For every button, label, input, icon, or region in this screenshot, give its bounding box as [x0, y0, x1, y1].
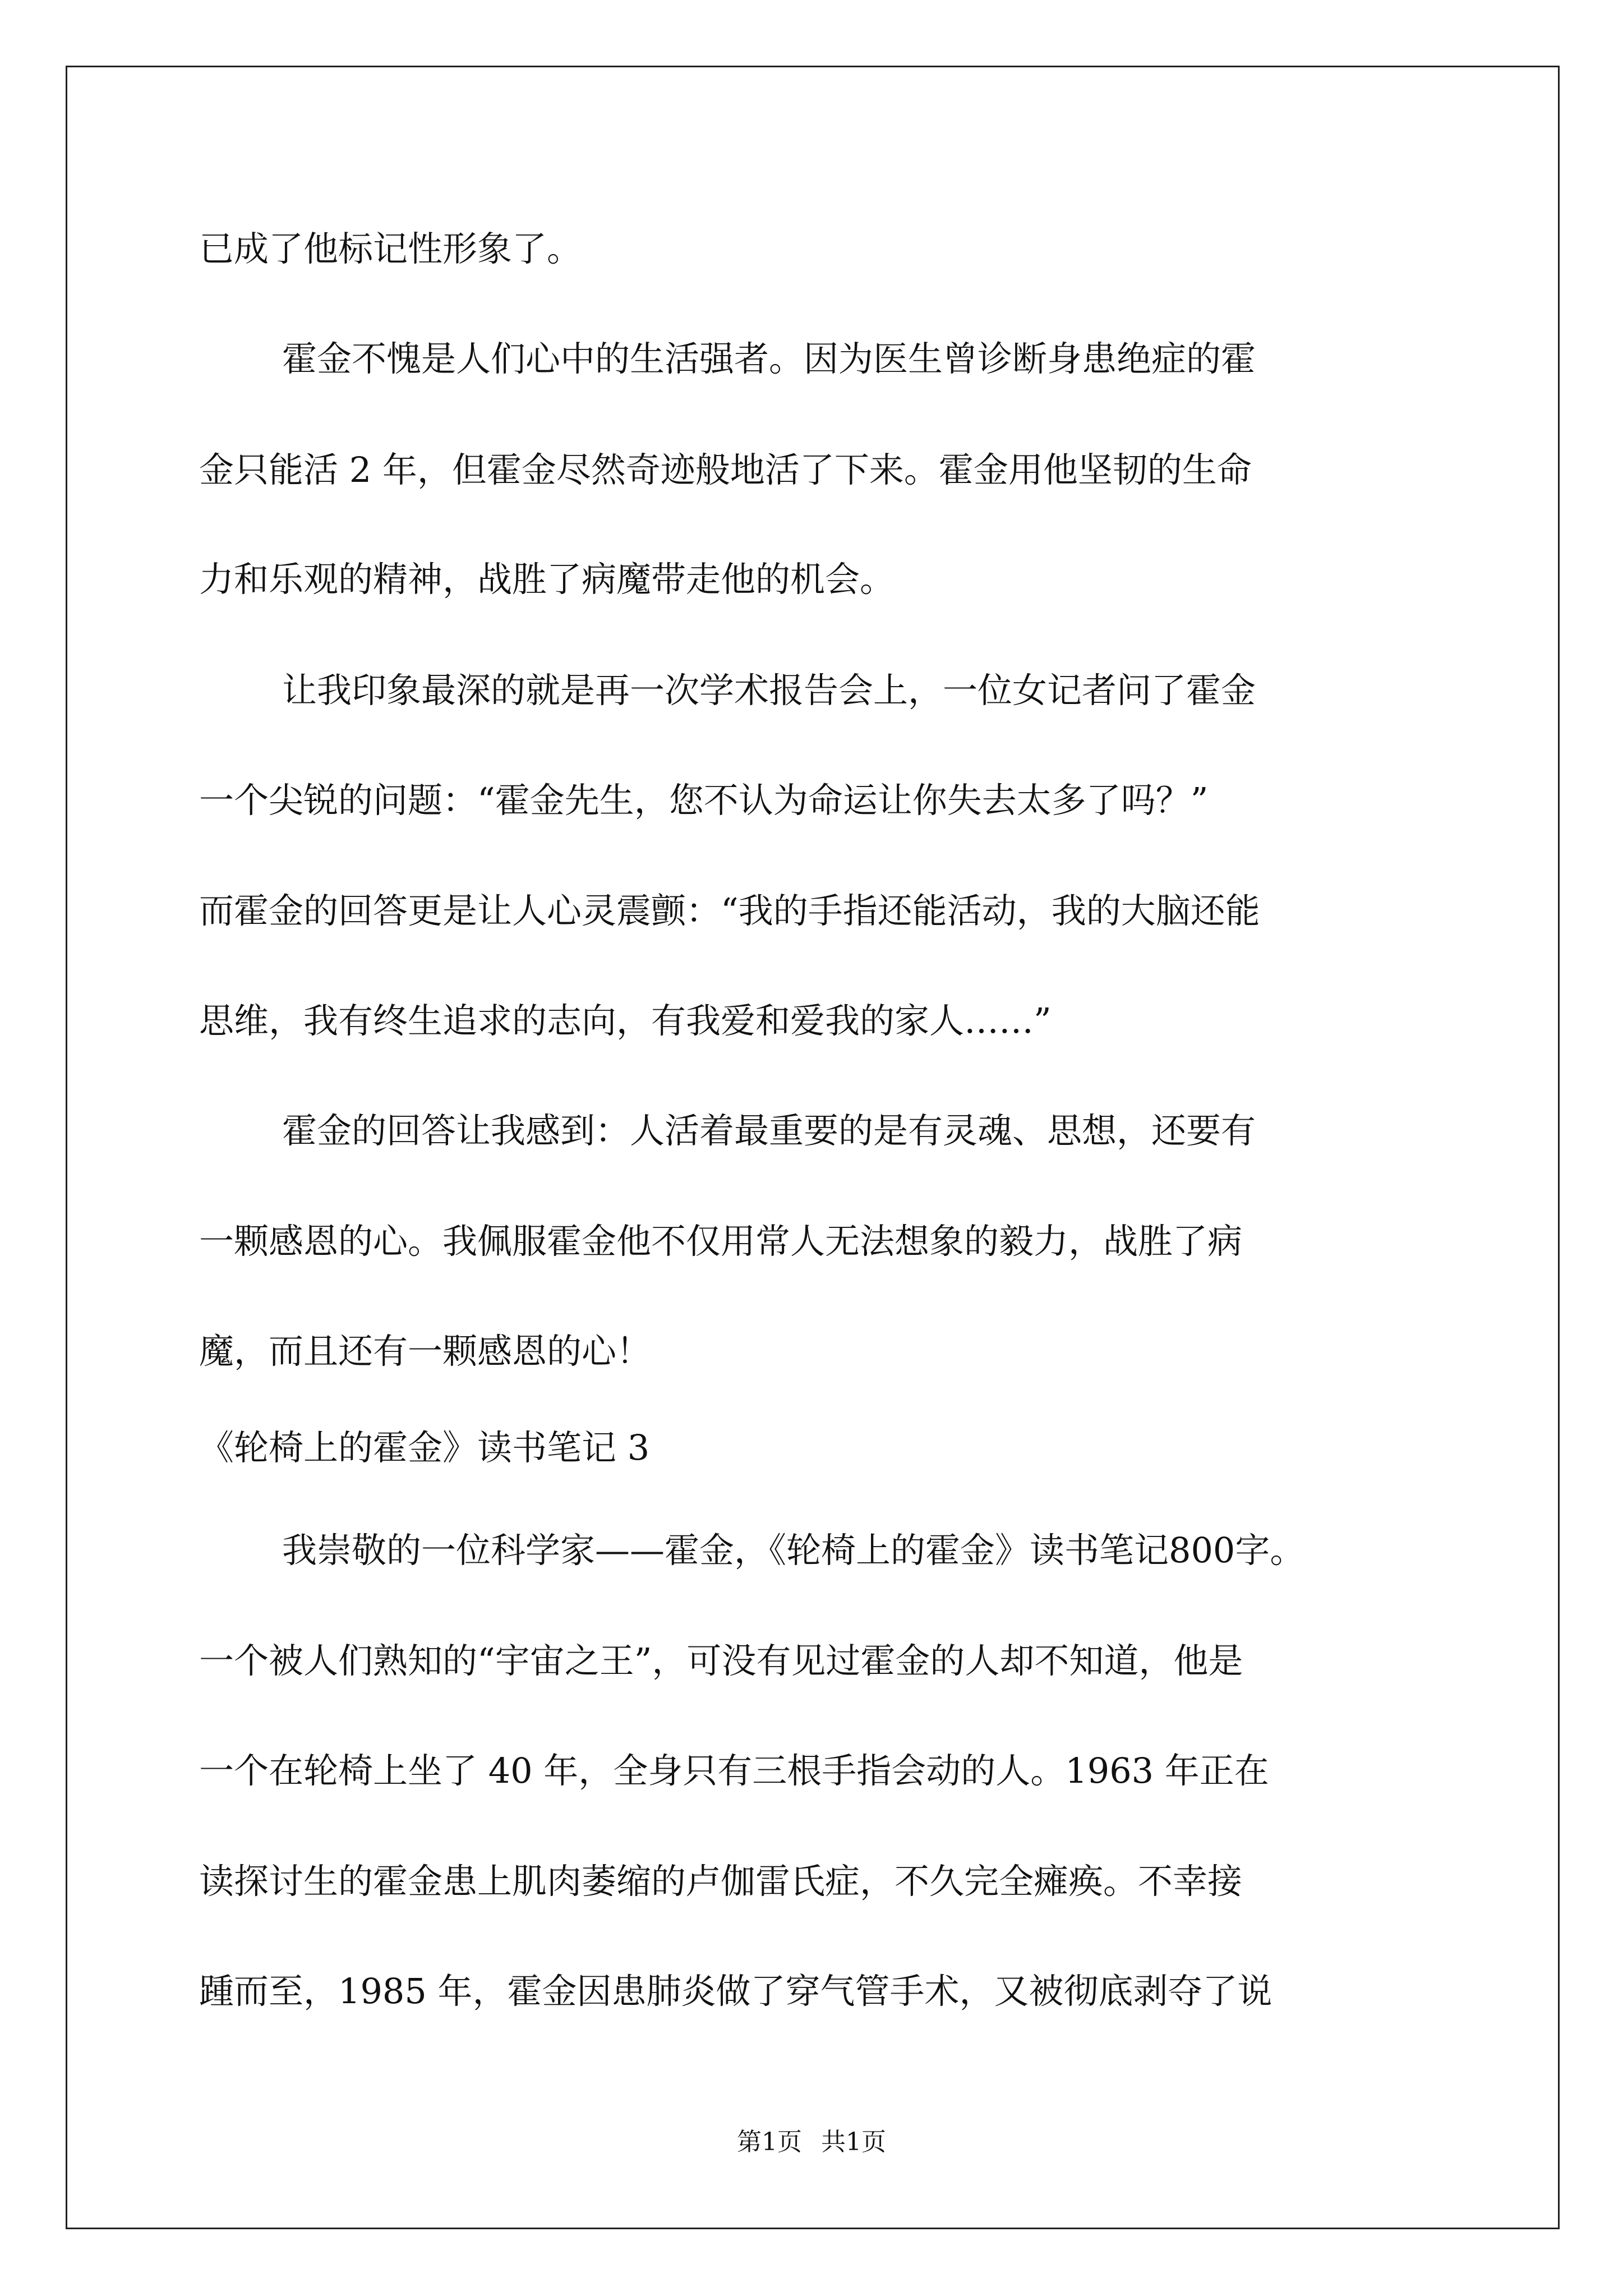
text-line: 一个被人们熟知的“宇宙之王”，可没有见过霍金的人却不知道，他是 [199, 1640, 1243, 1681]
section-heading: 《轮椅上的霍金》读书笔记 3 [199, 1427, 650, 1468]
text-line: 思维，我有终生追求的志向，有我爱和爱我的家人……” [199, 1000, 1052, 1041]
text-line: 一个尖锐的问题：“霍金先生，您不认为命运让你失去太多了吗？” [199, 780, 1209, 821]
paragraph-start-line: 我崇敬的一位科学家——霍金，《轮椅上的霍金》读书笔记800字。 [282, 1530, 1305, 1571]
page-number: 第1页 [737, 2128, 802, 2156]
text-line: 踵而至，1985 年，霍金因患肺炎做了穿气管手术，又被彻底剥夺了说 [199, 1971, 1272, 2012]
text-line: 一个在轮椅上坐了 40 年，全身只有三根手指会动的人。1963 年正在 [199, 1750, 1269, 1791]
paragraph-start-line: 霍金不愧是人们心中的生活强者。因为医生曾诊断身患绝症的霍 [282, 338, 1256, 379]
text-line: 力和乐观的精神，战胜了病魔带走他的机会。 [199, 559, 895, 600]
paragraph-start-line: 霍金的回答让我感到：人活着最重要的是有灵魂、思想，还要有 [282, 1110, 1256, 1151]
page-total: 共1页 [821, 2128, 886, 2156]
text-line: 一颗感恩的心。我佩服霍金他不仅用常人无法想象的毅力，战胜了病 [199, 1221, 1243, 1262]
text-line: 魔，而且还有一颗感恩的心！ [199, 1331, 652, 1372]
paragraph-start-line: 让我印象最深的就是再一次学术报告会上，一位女记者问了霍金 [282, 670, 1256, 711]
page-footer [0, 2130, 1623, 2155]
text-line: 读探讨生的霍金患上肌肉萎缩的卢伽雷氏症，不久完全瘫痪。不幸接 [199, 1861, 1243, 1902]
text-line: 而霍金的回答更是让人心灵震颤：“我的手指还能活动，我的大脑还能 [199, 890, 1260, 931]
text-line: 已成了他标记性形象了。 [199, 228, 582, 269]
text-line: 金只能活 2 年，但霍金尽然奇迹般地活了下来。霍金用他坚韧的生命 [199, 449, 1252, 490]
